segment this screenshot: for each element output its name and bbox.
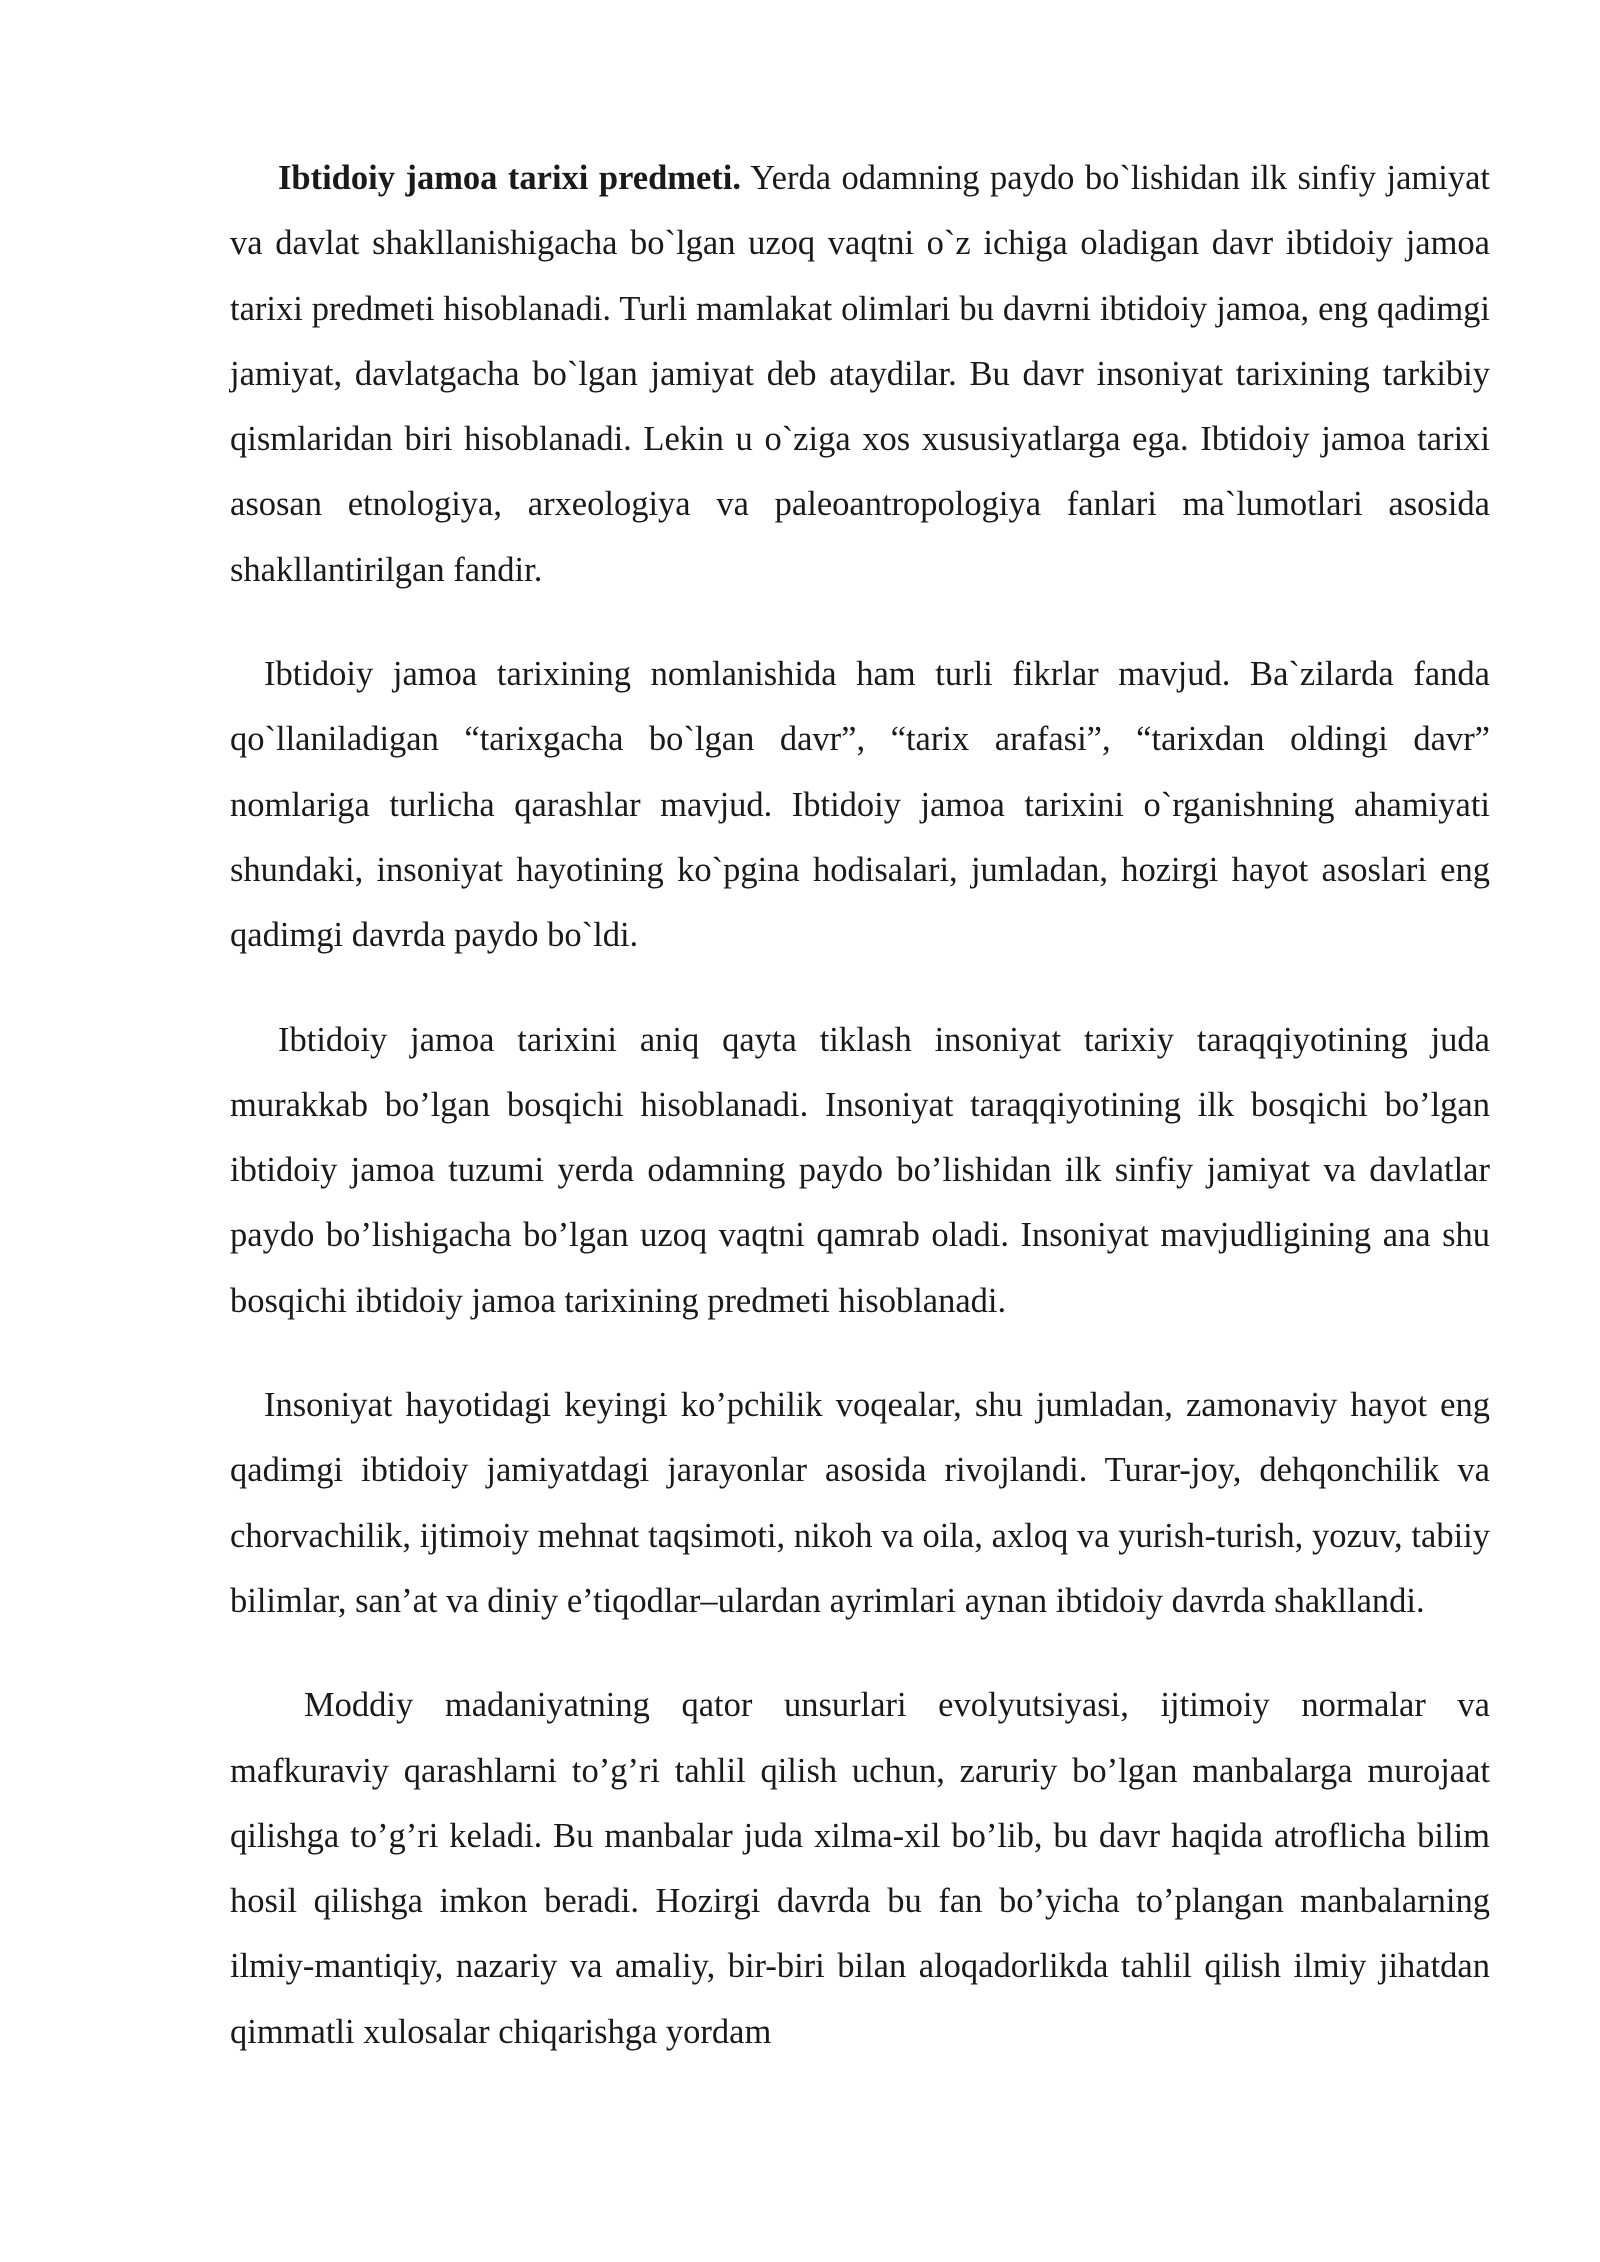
paragraph-1 bbox=[230, 146, 1490, 603]
paragraph-3: Ibtidoiy jamoa tarixini aniq qayta tiklash insoniyat tarixiy taraqqiyotining juda murakkab bo’lgan bosqichi hisoblanadi. Insoniyat taraqqiyotining ilk bosqichi bo’lgan ibtidoiy jamoa tuzumi yerda odamning paydo bo’lishidan ilk sinfiy jamiyat va davlatlar paydo bo’lishigacha bo’lgan uzoq vaqtni qamrab oladi. Insoniyat mavjudligining ana shu bosqichi ibtidoiy jamoa tarixining predmeti hisoblanadi. bbox=[230, 1020, 1490, 1320]
document-page bbox=[230, 146, 1490, 2065]
paragraph-1-heading: Ibtidoiy jamoa tarixi predmeti. bbox=[278, 159, 742, 197]
paragraph-1-text: Yerda odamning paydo bo`lishidan ilk sinfiy jamiyat va davlat shakllanishigacha bo`lgan uzoq vaqtni o`z ichiga oladigan davr ibtidoiy jamoa tarixi predmeti hisoblanadi. Turli mamlakat olimlari bu davrni ibtidoiy jamoa, eng qadimgi jamiyat, davlatgacha bo`lgan jamiyat deb ataydilar. Bu davr insoniyat tarixining tarkibiy qismlaridan biri hisoblanadi. Lekin u o`ziga xos xususiyatlarga ega. Ibtidoiy jamoa tarixi asosan etnologiya, arxeologiya va paleoantropologiya fanlari ma`lumotlari asosida shakllantirilgan fandir. bbox=[230, 159, 1490, 589]
paragraph-5: Moddiy madaniyatning qator unsurlari evolyutsiyasi, ijtimoiy normalar va mafkuraviy qarashlarni to’g’ri tahlil qilish uchun, zaruriy bo’lgan manbalarga murojaat qilishga to’g’ri keladi. Bu manbalar juda xilma-xil bo’lib, bu davr haqida atroflicha bilim hosil qilishga imkon beradi. Hozirgi davrda bu fan bo’yicha to’plangan manbalarning ilmiy-mantiqiy, nazariy va amaliy, bir-biri bilan aloqadorlikda tahlil qilish ilmiy jihatdan qimmatli xulosalar chiqarishga yordam bbox=[230, 1686, 1490, 2051]
paragraph-2: Ibtidoiy jamoa tarixining nomlanishida ham turli fikrlar mavjud. Ba`zilarda fanda qo`llaniladigan “tarixgacha bo`lgan davr”, “tarix arafasi”, “tarixdan oldingi davr” nomlariga turlicha qarashlar mavjud. Ibtidoiy jamoa tarixini o`rganishning ahamiyati shundaki, insoniyat hayotining ko`pgina hodisalari, jumladan, hozirgi hayot asoslari eng qadimgi davrda paydo bo`ldi. bbox=[230, 655, 1490, 955]
paragraph-4: Insoniyat hayotidagi keyingi ko’pchilik voqealar, shu jumladan, zamonaviy hayot eng qadimgi ibtidoiy jamiyatdagi jarayonlar asosida rivojlandi. Turar-joy, dehqonchilik va chorvachilik, ijtimoiy mehnat taqsimoti, nikoh va oila, axloq va yurish-turish, yozuv, tabiiy bilimlar, san’at va diniy e’tiqodlar–ulardan ayrimlari aynan ibtidoiy davrda shakllandi. bbox=[230, 1386, 1490, 1620]
